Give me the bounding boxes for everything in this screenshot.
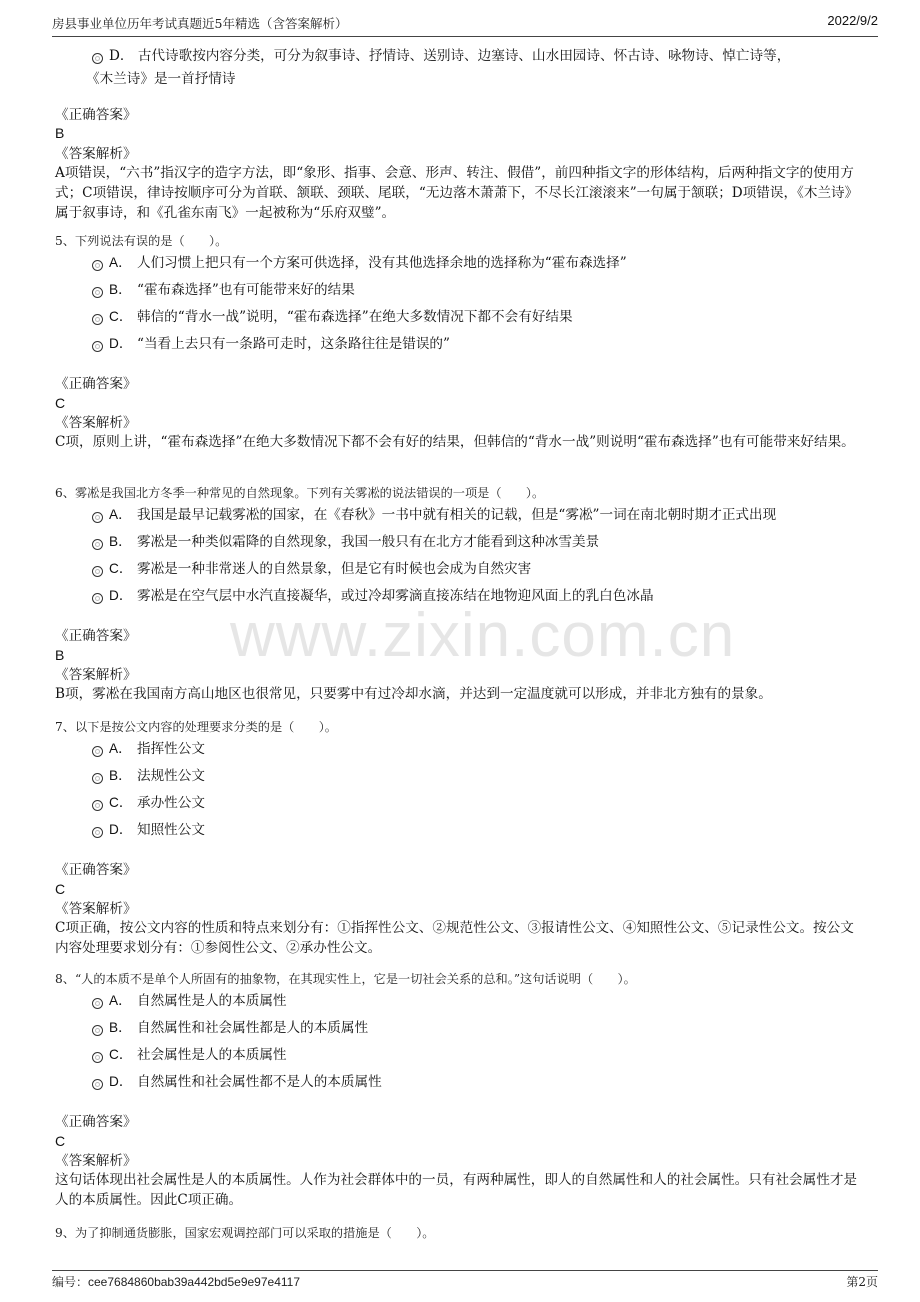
q5-answer: C <box>55 395 66 411</box>
q9-stem: 9、为了抑制通货膨胀，国家宏观调控部门可以采取的措施是（ ）。 <box>55 1226 435 1240</box>
q8-option-a[interactable]: A． 自然属性是人的本质属性 <box>92 991 287 1011</box>
document-code: 编号：cee7684860bab39a442bd5e9e97e4117 <box>52 1275 300 1289</box>
q8-option-b[interactable]: B． 自然属性和社会属性都是人的本质属性 <box>92 1018 368 1038</box>
document-title: 房县事业单位历年考试真题近5年精选（含答案解析） <box>52 16 348 31</box>
analysis-heading: 《答案解析》 <box>55 1153 137 1169</box>
answer-heading: 《正确答案》 <box>55 1114 137 1130</box>
q8-option-d[interactable]: D． 自然属性和社会属性都不是人的本质属性 <box>92 1072 382 1092</box>
radio-icon[interactable] <box>92 1052 103 1063</box>
q8-stem: 8、“人的本质不是单个人所固有的抽象物，在其现实性上，它是一切社会关系的总和。”这句话说明（ ）。 <box>55 972 636 986</box>
q7-option-d[interactable]: D． 知照性公文 <box>92 820 205 840</box>
q5-stem: 5、下列说法有误的是（ ）。 <box>55 234 228 248</box>
q7-stem: 7、以下是按公文内容的处理要求分类的是（ ）。 <box>55 720 337 734</box>
radio-icon[interactable] <box>92 539 103 550</box>
answer-heading: 《正确答案》 <box>55 107 137 123</box>
radio-icon[interactable] <box>92 593 103 604</box>
q6-stem: 6、雾凇是我国北方冬季一种常见的自然现象。下列有关雾凇的说法错误的一项是（ ）。 <box>55 486 545 500</box>
radio-icon[interactable] <box>92 800 103 811</box>
q8-analysis: 这句话体现出社会属性是人的本质属性。人作为社会群体中的一员，有两种属性，即人的自然属性和人的社会属性。只有社会属性才是人的本质属性。因此C项正确。 <box>55 1172 858 1208</box>
answer-heading: 《正确答案》 <box>55 862 137 878</box>
q7-answer: C <box>55 881 66 897</box>
analysis-heading: 《答案解析》 <box>55 901 137 917</box>
answer-heading: 《正确答案》 <box>55 376 137 392</box>
radio-icon[interactable] <box>92 998 103 1009</box>
q8-option-c[interactable]: C． 社会属性是人的本质属性 <box>92 1045 287 1065</box>
q5-option-d[interactable]: D． “当看上去只有一条路可走时，这条路往往是错误的” <box>92 334 450 354</box>
q6-analysis: B项，雾凇在我国南方高山地区也很常见，只要雾中有过冷却水滴，并达到一定温度就可以形成，并非北方独有的景象。 <box>55 686 772 702</box>
radio-icon[interactable] <box>92 260 103 271</box>
q5-option-c[interactable]: C． 韩信的“背水一战”说明，“霍布森选择”在绝大多数情况下都不会有好结果 <box>92 307 573 327</box>
radio-icon[interactable] <box>92 512 103 523</box>
q7-option-c[interactable]: C． 承办性公文 <box>92 793 205 813</box>
q6-option-a[interactable]: A． 我国是最早记载雾凇的国家，在《春秋》一书中就有相关的记载，但是“雾凇”一词在南北朝时期才正式出现 <box>92 505 776 525</box>
answer-heading: 《正确答案》 <box>55 628 137 644</box>
radio-icon[interactable] <box>92 566 103 577</box>
q5-option-a[interactable]: A． 人们习惯上把只有一个方案可供选择，没有其他选择余地的选择称为“霍布森选择” <box>92 253 627 273</box>
page-number: 第2页 <box>846 1275 878 1289</box>
radio-icon[interactable] <box>92 746 103 757</box>
radio-icon[interactable] <box>92 53 103 64</box>
q7-option-a[interactable]: A． 指挥性公文 <box>92 739 205 759</box>
q7-analysis: C项正确，按公文内容的性质和特点来划分有：①指挥性公文、②规范性公文、③报请性公文、④知照性公文、⑤记录性公文。按公文内容处理要求划分有：①参阅性公文、②承办性公文。 <box>55 920 854 956</box>
radio-icon[interactable] <box>92 314 103 325</box>
analysis-heading: 《答案解析》 <box>55 667 137 683</box>
document-date: 2022/9/2 <box>827 13 878 28</box>
q6-option-d[interactable]: D． 雾凇是在空气层中水汽直接凝华，或过冷却雾滴直接冻结在地物迎风面上的乳白色冰晶 <box>92 586 654 606</box>
q4-analysis: A项错误，“六书”指汉字的造字方法，即“象形、指事、会意、形声、转注、假借”，前四种指文字的形体结构，后两种指文字的使用方式；C项错误，律诗按顺序可分为首联、颔联、颈联、尾联，“无边落木萧萧下，不尽长江滚滚来”一句属于颔联；D项错误，《木兰诗》属于叙事诗，和《孔雀东南飞》一起被称为“乐府双璧”。 <box>55 165 859 221</box>
q8-answer: C <box>55 1133 66 1149</box>
q5-analysis: C项，原则上讲，“霍布森选择”在绝大多数情况下都不会有好的结果，但韩信的“背水一战”则说明“霍布森选择”也有可能带来好结果。 <box>55 434 855 450</box>
radio-icon[interactable] <box>92 341 103 352</box>
q4-option-d-text-cont: 《木兰诗》是一首抒情诗 <box>86 71 236 87</box>
q6-option-b[interactable]: B． 雾凇是一种类似霜降的自然现象，我国一般只有在北方才能看到这种冰雪美景 <box>92 532 599 552</box>
q4-answer: B <box>55 125 65 141</box>
page-footer <box>52 1270 878 1289</box>
radio-icon[interactable] <box>92 287 103 298</box>
q7-option-b[interactable]: B． 法规性公文 <box>92 766 205 786</box>
radio-icon[interactable] <box>92 1079 103 1090</box>
radio-icon[interactable] <box>92 827 103 838</box>
radio-icon[interactable] <box>92 1025 103 1036</box>
q4-option-d[interactable] <box>92 46 790 66</box>
analysis-heading: 《答案解析》 <box>55 146 137 162</box>
analysis-heading: 《答案解析》 <box>55 415 137 431</box>
q4-option-d-text: D． 古代诗歌按内容分类，可分为叙事诗、抒情诗、送别诗、边塞诗、山水田园诗、怀古诗、咏物诗、悼亡诗等， <box>109 48 791 64</box>
radio-icon[interactable] <box>92 773 103 784</box>
q6-option-c[interactable]: C． 雾凇是一种非常迷人的自然景象，但是它有时候也会成为自然灾害 <box>92 559 531 579</box>
watermark: www.zixin.com.cn <box>230 601 736 670</box>
q6-answer: B <box>55 647 65 663</box>
q5-option-b[interactable]: B． “霍布森选择”也有可能带来好的结果 <box>92 280 355 300</box>
page-header <box>52 14 878 37</box>
